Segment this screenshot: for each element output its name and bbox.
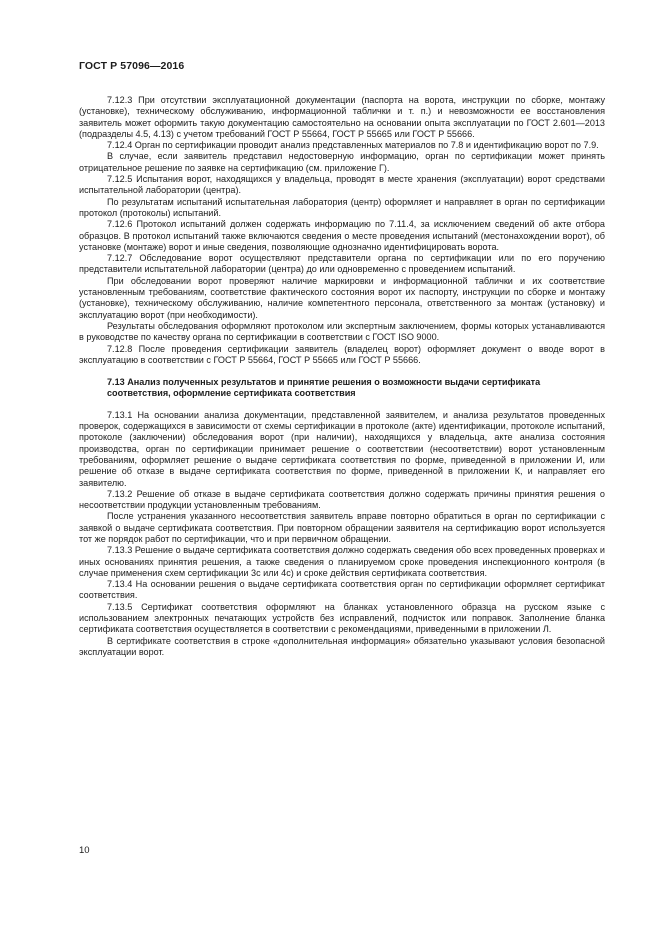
paragraph: Результаты обследования оформляют протоколом или экспертным заключением, формы которых устанавливаются в руководстве по качеству органа по сертификации в соответствии с ГОСТ ISO 9000. <box>79 320 605 343</box>
paragraph: 7.12.3 При отсутствии эксплуатационной документации (паспорта на ворота, инструкции по сборке, монтажу (установке), техническому обслуживанию, информационной таблички и т. п.) и невозможности ее восстановления заявитель может оформить такую документацию самостоятельно на основании опыта эксплуатации по ГОСТ 2.601—2013 (подразделы 4.5, 4.13) с учетом требований ГОСТ Р 55664, ГОСТ Р 55665 или ГОСТ Р 55666. <box>79 95 605 139</box>
paragraph: 7.12.4 Орган по сертификации проводит анализ представленных материалов по 7.8 и идентификацию ворот по 7.9. <box>107 140 599 151</box>
document-body <box>79 95 605 658</box>
page-number: 10 <box>79 845 90 856</box>
paragraph: 7.12.5 Испытания ворот, находящихся у владельца, проводят в месте хранения (эксплуатации) ворот средствами испытательной лаборатории (центра). <box>79 174 605 196</box>
paragraph: 7.13.2 Решение об отказе в выдаче сертификата соответствия должно содержать причины принятия решения о несоответствии продукции установленным требованиям. <box>79 488 605 511</box>
paragraph: По результатам испытаний испытательная лаборатория (центр) оформляет и направляет в орган по сертификации протокол (протоколы) испытаний. <box>79 196 605 218</box>
paragraph: 7.12.6 Протокол испытаний должен содержать информацию по 7.11.4, за исключением сведений об акте отбора образцов. В протокол испытаний также включаются сведения о месте проведения испытаний (местонахождении ворот), об установке (монтаже) ворот и иные сведения, позволяющие однозначно идентифицировать ворота. <box>79 219 605 252</box>
section-heading: 7.13 Анализ полученных результатов и принятие решения о возможности выдачи сертификата соответствия, оформление сертификата соответствия <box>107 377 541 399</box>
document-header: ГОСТ Р 57096—2016 <box>79 60 185 72</box>
paragraph: В случае, если заявитель представил недостоверную информацию, орган по сертификации может принять отрицательное решение по заявке на сертификацию (см. приложение Г). <box>79 151 605 173</box>
paragraph: 7.13.1 На основании анализа документации, представленной заявителем, и анализа результатов проведенных проверок, содержащихся в зависимости от схемы сертификации в протоколе (акте) идентификации, протоколе испытаний, протоколе (заключении) обследования ворот (при наличии), находящихся у владельца, акте анализа состояния производства, орган по сертификации принимает решение о соответствии (несоответствии) ворот установленным требованиям, оформляет решение о выдаче сертификата соответствия по форме, приведенной в приложении И, или решение об отказе в выдаче сертификата соответствия по форме, приведенной в приложении К, и направляет его заявителю. <box>79 409 605 488</box>
paragraph: 7.12.8 После проведения сертификации заявитель (владелец ворот) оформляет документ о вводе ворот в эксплуатацию в соответствии с ГОСТ Р 55664, ГОСТ Р 55665 или ГОСТ Р 55666. <box>79 343 605 365</box>
paragraph: После устранения указанного несоответствия заявитель вправе повторно обратиться в орган по сертификации с заявкой о выдаче сертификата соответствия. При повторном обращении заявителя на сертификацию ворот используется тот же порядок работ по сертификации, что и при первичном обращении. <box>79 511 605 544</box>
paragraph: При обследовании ворот проверяют наличие маркировки и информационной таблички и их соответствие установленным требованиям, соответствие фактического состояния ворот их паспорту, инструкции по сборке и монтажу (установке), техническому обслуживанию, наличие компетентного персонала, ответственного за монтаж (установку) и эксплуатацию ворот (при необходимости). <box>79 275 605 320</box>
paragraph: 7.13.3 Решение о выдаче сертификата соответствия должно содержать сведения обо всех проведенных проверках и иных основаниях принятия решения, а также сведения о планируемом сроке проведения инспекционного контроля (в случае применения схем сертификации 3с или 4с) и сроке действия сертификата соответствия. <box>79 545 605 578</box>
paragraph: В сертификате соответствия в строке «дополнительная информация» обязательно указывают условия безопасной эксплуатации ворот. <box>79 635 605 657</box>
paragraph: 7.12.7 Обследование ворот осуществляют представители органа по сертификации или по его поручению представители испытательной лаборатории (центра) до или одновременно с проведением испытаний. <box>79 253 605 275</box>
paragraph: 7.13.4 На основании решения о выдаче сертификата соответствия орган по сертификации оформляет сертификат соответствия. <box>79 579 605 601</box>
paragraph: 7.13.5 Сертификат соответствия оформляют на бланках установленного образца на русском языке с использованием электронных печатающих устройств без исправлений, подчисток или поправок. Заполнение бланка сертификата соответствия осуществляется в соответствии с рекомендациями, приведенными в приложении Л. <box>79 601 605 635</box>
